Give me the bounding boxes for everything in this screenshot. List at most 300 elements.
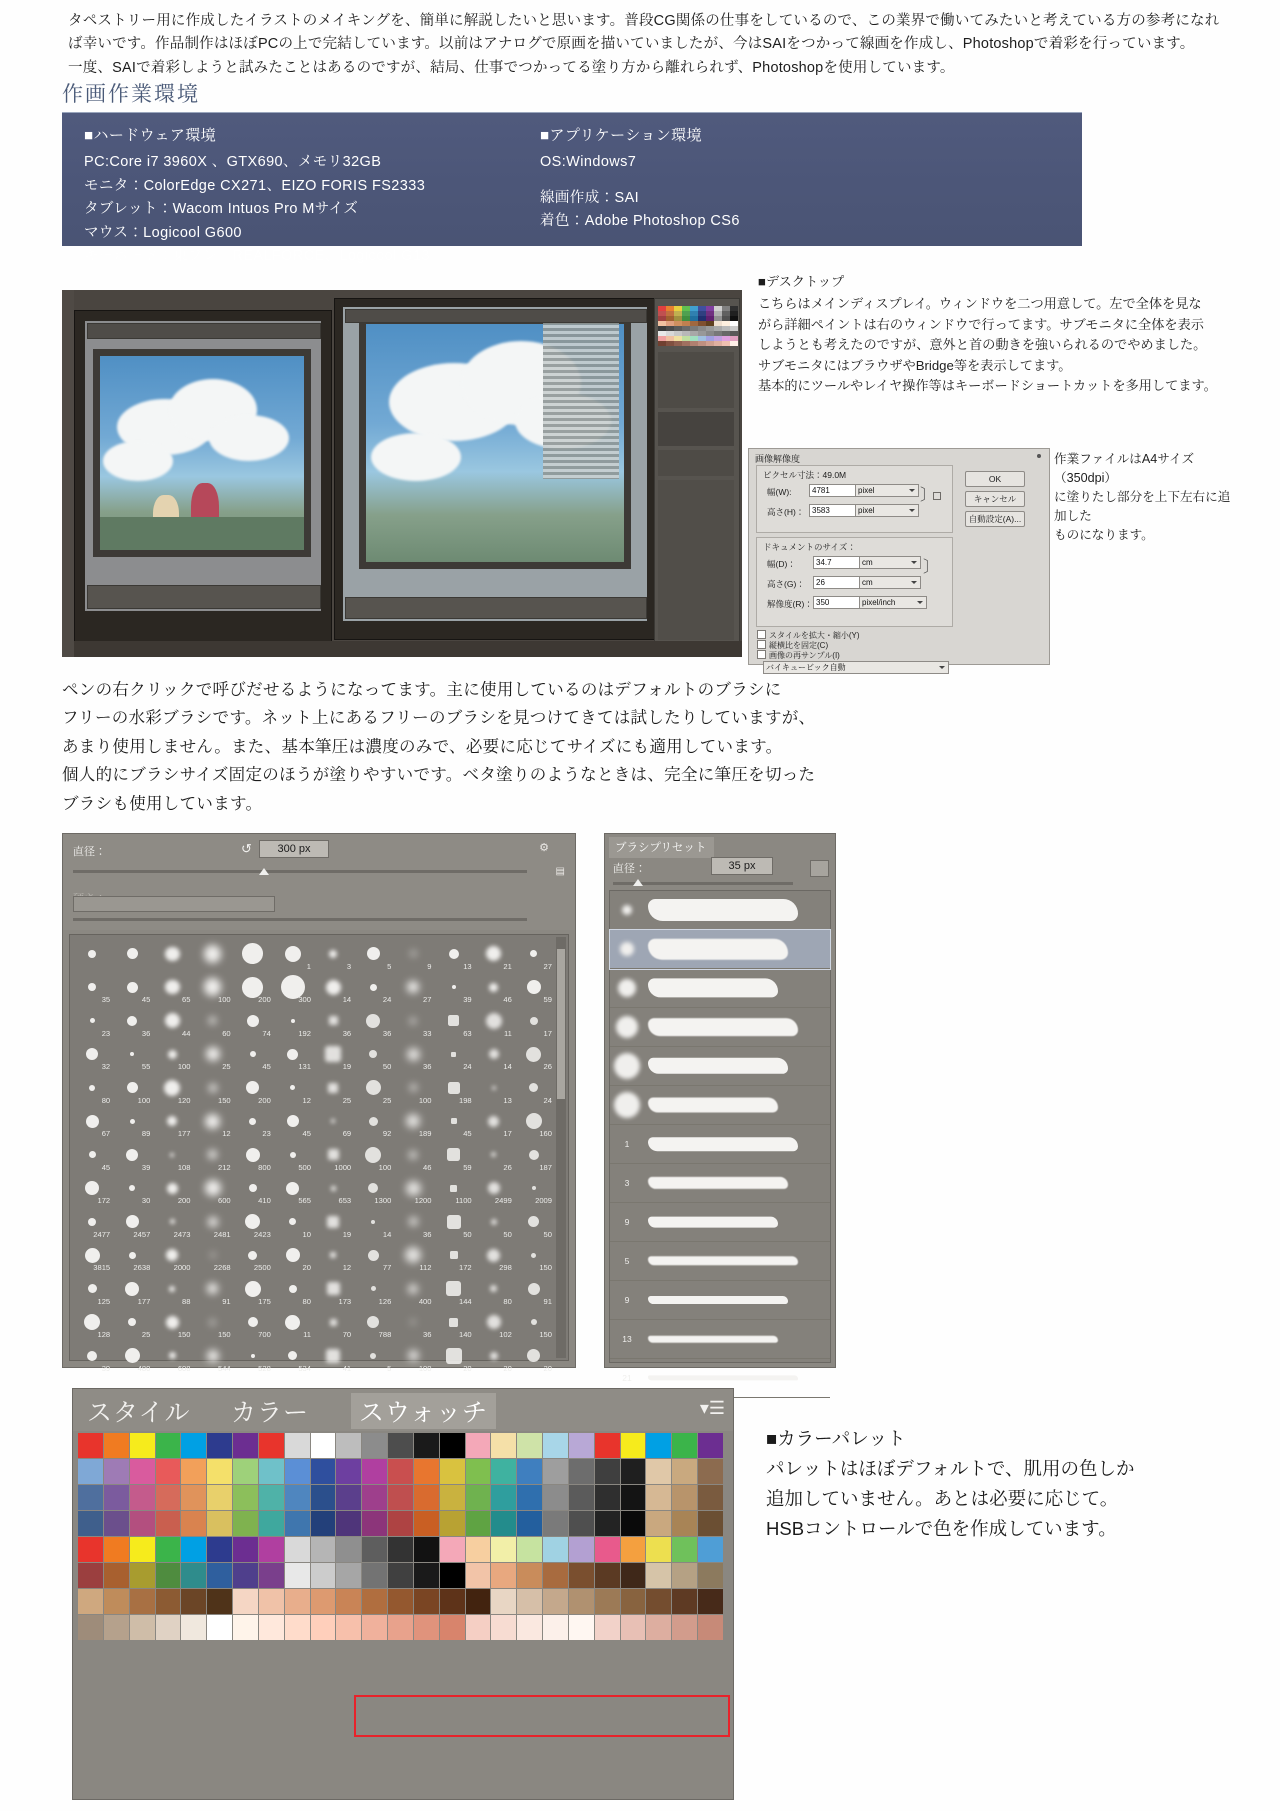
- brush-tip-cell[interactable]: [474, 1138, 514, 1172]
- swatch-cell[interactable]: [233, 1433, 258, 1458]
- swatch-cell[interactable]: [311, 1511, 336, 1536]
- swatch-cell[interactable]: [388, 1459, 413, 1484]
- brush-tip-cell[interactable]: [353, 937, 393, 971]
- brush-tip-cell[interactable]: [152, 1172, 192, 1206]
- swatch-cell[interactable]: [311, 1537, 336, 1562]
- swatch-cell[interactable]: [130, 1485, 155, 1510]
- brush-tip-cell[interactable]: [273, 1272, 313, 1306]
- swatch-cell[interactable]: [491, 1589, 516, 1614]
- swatch-cell[interactable]: [104, 1589, 129, 1614]
- brush-tip-cell[interactable]: [152, 1272, 192, 1306]
- swatch-cell[interactable]: [362, 1589, 387, 1614]
- swatch-cell[interactable]: [414, 1433, 439, 1458]
- brush-tip-cell[interactable]: [393, 1071, 433, 1105]
- width-unit-select[interactable]: pixel: [855, 484, 919, 497]
- swatch-cell[interactable]: [646, 1589, 671, 1614]
- brush-tip-cell[interactable]: [193, 1138, 233, 1172]
- swatch-cell[interactable]: [336, 1589, 361, 1614]
- brush-tip-cell[interactable]: [514, 1272, 554, 1306]
- swatch-cell[interactable]: [621, 1433, 646, 1458]
- swatch-cell[interactable]: [646, 1433, 671, 1458]
- brush-tip-cell[interactable]: [353, 1306, 393, 1340]
- swatch-cell[interactable]: [414, 1615, 439, 1640]
- brush-tip-cell[interactable]: [393, 937, 433, 971]
- swatch-cell[interactable]: [414, 1563, 439, 1588]
- swatch-cell[interactable]: [517, 1433, 542, 1458]
- brush-tip-cell[interactable]: [514, 1172, 554, 1206]
- brush-preset-row[interactable]: [610, 1047, 830, 1086]
- brush-tip-cell[interactable]: [474, 971, 514, 1005]
- swatch-cell[interactable]: [491, 1511, 516, 1536]
- brush-tip-cell[interactable]: [273, 1306, 313, 1340]
- brush-tip-cell[interactable]: [233, 1071, 273, 1105]
- swatch-cell[interactable]: [207, 1589, 232, 1614]
- brush-tip-cell[interactable]: [514, 1205, 554, 1239]
- brush-tip-cell[interactable]: [514, 971, 554, 1005]
- swatch-cell[interactable]: [336, 1615, 361, 1640]
- swatch-cell[interactable]: [414, 1589, 439, 1614]
- swatch-cell[interactable]: [285, 1563, 310, 1588]
- swatch-cell[interactable]: [440, 1485, 465, 1510]
- swatch-cell[interactable]: [181, 1459, 206, 1484]
- brush-tip-cell[interactable]: [152, 937, 192, 971]
- swatch-cell[interactable]: [156, 1615, 181, 1640]
- swatch-cell[interactable]: [466, 1511, 491, 1536]
- swatch-cell[interactable]: [156, 1433, 181, 1458]
- swatch-cell[interactable]: [440, 1459, 465, 1484]
- brush-tip-cell[interactable]: [152, 1004, 192, 1038]
- brush-tip-cell[interactable]: [273, 1239, 313, 1273]
- swatch-cell[interactable]: [156, 1563, 181, 1588]
- brush-tip-cell[interactable]: [112, 971, 152, 1005]
- brush-tip-cell[interactable]: [353, 1239, 393, 1273]
- swatch-cell[interactable]: [130, 1511, 155, 1536]
- swatch-cell[interactable]: [362, 1563, 387, 1588]
- swatch-cell[interactable]: [285, 1537, 310, 1562]
- diameter-slider-knob[interactable]: [259, 868, 269, 875]
- swatch-cell[interactable]: [698, 1563, 723, 1588]
- brush-tip-cell[interactable]: [233, 1306, 273, 1340]
- swatch-cell[interactable]: [362, 1459, 387, 1484]
- swatch-cell[interactable]: [440, 1589, 465, 1614]
- brush-tip-cell[interactable]: [474, 1105, 514, 1139]
- brush-tip-cell[interactable]: [233, 1239, 273, 1273]
- brush-tip-cell[interactable]: [273, 1138, 313, 1172]
- swatch-cell[interactable]: [595, 1433, 620, 1458]
- brush-tip-cell[interactable]: [474, 1239, 514, 1273]
- swatch-cell[interactable]: [569, 1537, 594, 1562]
- brush-preset-row[interactable]: [610, 891, 830, 930]
- brush-tip-cell[interactable]: [313, 971, 353, 1005]
- brush-preset-row[interactable]: [610, 1242, 830, 1281]
- brush-tip-cell[interactable]: [353, 1339, 393, 1373]
- swatch-cell[interactable]: [78, 1511, 103, 1536]
- swatch-cell[interactable]: [543, 1589, 568, 1614]
- brush-tip-cell[interactable]: [313, 1306, 353, 1340]
- brush-tip-cell[interactable]: [434, 1038, 474, 1072]
- brush-tip-cell[interactable]: [393, 1339, 433, 1373]
- swatch-cell[interactable]: [517, 1615, 542, 1640]
- brush-tip-cell[interactable]: [152, 1205, 192, 1239]
- swatch-cell[interactable]: [130, 1615, 155, 1640]
- swatch-cell[interactable]: [569, 1563, 594, 1588]
- swatch-cell[interactable]: [466, 1459, 491, 1484]
- brush-tip-cell[interactable]: [514, 1239, 554, 1273]
- swatch-cell[interactable]: [466, 1433, 491, 1458]
- swatch-cell[interactable]: [336, 1485, 361, 1510]
- brush-tip-cell[interactable]: [313, 1205, 353, 1239]
- brush-tip-cell[interactable]: [152, 1038, 192, 1072]
- swatch-cell[interactable]: [698, 1589, 723, 1614]
- brush-preset-row[interactable]: [610, 969, 830, 1008]
- brush-tip-cell[interactable]: [193, 1306, 233, 1340]
- brush-tip-cell[interactable]: [353, 1105, 393, 1139]
- brush-tip-cell[interactable]: [434, 1205, 474, 1239]
- swatch-cell[interactable]: [156, 1589, 181, 1614]
- swatch-cell[interactable]: [336, 1511, 361, 1536]
- swatch-cell[interactable]: [543, 1459, 568, 1484]
- brush-tip-cell[interactable]: [474, 937, 514, 971]
- swatch-cell[interactable]: [285, 1459, 310, 1484]
- swatch-cell[interactable]: [569, 1485, 594, 1510]
- swatch-cell[interactable]: [646, 1511, 671, 1536]
- swatch-cell[interactable]: [156, 1485, 181, 1510]
- swatches-panel[interactable]: [72, 1388, 734, 1800]
- brush-tip-cell[interactable]: [193, 937, 233, 971]
- brush-tip-cell[interactable]: [474, 1071, 514, 1105]
- brush-preset-list[interactable]: [609, 890, 831, 1383]
- brush-tip-cell[interactable]: [193, 1004, 233, 1038]
- swatch-cell[interactable]: [104, 1459, 129, 1484]
- brush-grid-scrollbar[interactable]: [556, 937, 566, 1358]
- doc-width-input[interactable]: 34.7: [813, 556, 861, 569]
- brush-tip-cell[interactable]: [233, 1138, 273, 1172]
- brush-tip-cell[interactable]: [193, 1205, 233, 1239]
- preset-options-icon[interactable]: [810, 860, 829, 877]
- swatch-cell[interactable]: [569, 1459, 594, 1484]
- height-unit-select[interactable]: pixel: [855, 504, 919, 517]
- brush-tip-cell[interactable]: [434, 937, 474, 971]
- tab-color[interactable]: カラー: [231, 1399, 310, 1427]
- swatch-cell[interactable]: [595, 1563, 620, 1588]
- brush-tip-cell[interactable]: [193, 1339, 233, 1373]
- swatch-cell[interactable]: [569, 1615, 594, 1640]
- checkbox-resample-image[interactable]: [757, 649, 840, 661]
- brush-tip-cell[interactable]: [112, 1306, 152, 1340]
- swatch-cell[interactable]: [285, 1511, 310, 1536]
- swatch-cell[interactable]: [362, 1485, 387, 1510]
- brush-tip-cell[interactable]: [474, 1172, 514, 1206]
- swatch-cell[interactable]: [285, 1433, 310, 1458]
- brush-tip-cell[interactable]: [273, 1038, 313, 1072]
- swatch-cell[interactable]: [104, 1563, 129, 1588]
- brush-tip-cell[interactable]: [193, 1272, 233, 1306]
- brush-tip-cell[interactable]: [233, 1105, 273, 1139]
- swatch-cell[interactable]: [543, 1511, 568, 1536]
- panel-menu-icon[interactable]: ▤: [555, 866, 565, 877]
- brush-tip-cell[interactable]: [112, 1071, 152, 1105]
- swatch-cell[interactable]: [78, 1433, 103, 1458]
- brush-tip-cell[interactable]: [72, 1205, 112, 1239]
- swatch-cell[interactable]: [181, 1433, 206, 1458]
- resample-method-select[interactable]: バイキュービック自動: [763, 661, 949, 674]
- brush-tip-cell[interactable]: [193, 1172, 233, 1206]
- swatch-cell[interactable]: [646, 1459, 671, 1484]
- swatch-cell[interactable]: [181, 1485, 206, 1510]
- swatch-cell[interactable]: [181, 1511, 206, 1536]
- brush-preset-row[interactable]: [610, 1125, 830, 1164]
- hardness-field[interactable]: [73, 896, 275, 912]
- swatch-cell[interactable]: [569, 1433, 594, 1458]
- brush-tip-cell[interactable]: [112, 1138, 152, 1172]
- brush-tip-cell[interactable]: [152, 1105, 192, 1139]
- brush-tip-cell[interactable]: [393, 1105, 433, 1139]
- diameter-slider[interactable]: [73, 870, 527, 873]
- swatch-cell[interactable]: [543, 1563, 568, 1588]
- swatch-cell[interactable]: [621, 1485, 646, 1510]
- brush-tip-cell[interactable]: [112, 1105, 152, 1139]
- brush-tip-cell[interactable]: [353, 1004, 393, 1038]
- hardness-slider[interactable]: [73, 918, 527, 921]
- swatch-cell[interactable]: [595, 1485, 620, 1510]
- brush-tip-cell[interactable]: [393, 1272, 433, 1306]
- swatch-cell[interactable]: [414, 1459, 439, 1484]
- brush-tip-cell[interactable]: [152, 1306, 192, 1340]
- swatch-cell[interactable]: [621, 1511, 646, 1536]
- swatch-cell[interactable]: [233, 1485, 258, 1510]
- brush-tip-cell[interactable]: [72, 1339, 112, 1373]
- swatch-cell[interactable]: [491, 1615, 516, 1640]
- height-input[interactable]: 3583: [809, 504, 857, 517]
- swatch-cell[interactable]: [543, 1485, 568, 1510]
- brush-preset-row[interactable]: [610, 1086, 830, 1125]
- brush-picker-panel[interactable]: [62, 833, 576, 1373]
- brush-tip-cell[interactable]: [233, 937, 273, 971]
- brush-preset-row[interactable]: [610, 930, 830, 969]
- brush-tip-cell[interactable]: [152, 1239, 192, 1273]
- brush-tip-cell[interactable]: [313, 1339, 353, 1373]
- swatch-cell[interactable]: [466, 1563, 491, 1588]
- swatch-cell[interactable]: [388, 1563, 413, 1588]
- brush-tip-cell[interactable]: [112, 1239, 152, 1273]
- brush-preset-panel[interactable]: [604, 833, 836, 1383]
- brush-tip-cell[interactable]: [193, 1239, 233, 1273]
- swatch-cell[interactable]: [311, 1615, 336, 1640]
- swatch-cell[interactable]: [104, 1615, 129, 1640]
- brush-tip-cell[interactable]: [72, 1138, 112, 1172]
- brush-tip-cell[interactable]: [474, 1004, 514, 1038]
- swatch-cell[interactable]: [388, 1433, 413, 1458]
- brush-tip-cell[interactable]: [193, 971, 233, 1005]
- brush-tip-cell[interactable]: [434, 1105, 474, 1139]
- swatch-cell[interactable]: [543, 1433, 568, 1458]
- swatch-cell[interactable]: [698, 1511, 723, 1536]
- swatch-cell[interactable]: [569, 1589, 594, 1614]
- brush-tip-cell[interactable]: [353, 1071, 393, 1105]
- swatch-cell[interactable]: [388, 1615, 413, 1640]
- brush-tip-cell[interactable]: [233, 1038, 273, 1072]
- cancel-button[interactable]: キャンセル: [965, 491, 1025, 507]
- swatch-cell[interactable]: [517, 1511, 542, 1536]
- swatch-cell[interactable]: [362, 1433, 387, 1458]
- swatch-cell[interactable]: [285, 1485, 310, 1510]
- swatch-cell[interactable]: [156, 1459, 181, 1484]
- swatch-cell[interactable]: [311, 1459, 336, 1484]
- brush-tip-cell[interactable]: [514, 1138, 554, 1172]
- swatch-cell[interactable]: [621, 1615, 646, 1640]
- swatch-cell[interactable]: [414, 1537, 439, 1562]
- swatch-cell[interactable]: [207, 1459, 232, 1484]
- swatch-cell[interactable]: [491, 1485, 516, 1510]
- brush-grid-wrapper[interactable]: [69, 934, 569, 1373]
- brush-tip-cell[interactable]: [474, 1339, 514, 1373]
- swatch-cell[interactable]: [698, 1485, 723, 1510]
- swatch-cell[interactable]: [181, 1537, 206, 1562]
- swatch-cell[interactable]: [440, 1563, 465, 1588]
- swatch-cell[interactable]: [595, 1537, 620, 1562]
- brush-tip-cell[interactable]: [434, 1239, 474, 1273]
- brush-tip-cell[interactable]: [393, 1172, 433, 1206]
- swatch-cell[interactable]: [414, 1485, 439, 1510]
- brush-tip-cell[interactable]: [72, 1004, 112, 1038]
- brush-tip-cell[interactable]: [474, 1306, 514, 1340]
- swatch-cell[interactable]: [517, 1589, 542, 1614]
- width-input[interactable]: 4781: [809, 484, 857, 497]
- swatch-cell[interactable]: [466, 1589, 491, 1614]
- gear-icon[interactable]: ⚙: [539, 842, 549, 854]
- swatch-cell[interactable]: [517, 1459, 542, 1484]
- swatch-cell[interactable]: [285, 1615, 310, 1640]
- brush-tip-cell[interactable]: [233, 1004, 273, 1038]
- swatch-cell[interactable]: [259, 1511, 284, 1536]
- brush-preset-row[interactable]: [610, 1203, 830, 1242]
- swatch-cell[interactable]: [672, 1459, 697, 1484]
- brush-tip-cell[interactable]: [434, 1004, 474, 1038]
- brush-tip-cell[interactable]: [233, 971, 273, 1005]
- doc-height-unit-select[interactable]: cm: [859, 576, 921, 589]
- swatch-cell[interactable]: [336, 1433, 361, 1458]
- brush-tip-cell[interactable]: [72, 971, 112, 1005]
- swatch-cell[interactable]: [388, 1589, 413, 1614]
- doc-width-unit-select[interactable]: cm: [859, 556, 921, 569]
- swatch-cell[interactable]: [646, 1485, 671, 1510]
- swatch-cell[interactable]: [672, 1563, 697, 1588]
- swatch-cell[interactable]: [156, 1511, 181, 1536]
- brush-grid-scroll-thumb[interactable]: [557, 949, 565, 1099]
- brush-tip-cell[interactable]: [434, 971, 474, 1005]
- swatch-cell[interactable]: [233, 1615, 258, 1640]
- brush-tip-cell[interactable]: [233, 1339, 273, 1373]
- brush-tip-cell[interactable]: [313, 1272, 353, 1306]
- swatch-cell[interactable]: [440, 1433, 465, 1458]
- brush-tip-cell[interactable]: [353, 1038, 393, 1072]
- brush-tip-cell[interactable]: [193, 1071, 233, 1105]
- brush-tip-cell[interactable]: [353, 1205, 393, 1239]
- swatch-cell[interactable]: [362, 1537, 387, 1562]
- swatch-cell[interactable]: [646, 1563, 671, 1588]
- tab-styles[interactable]: スタイル: [87, 1399, 191, 1427]
- brush-tip-cell[interactable]: [434, 1306, 474, 1340]
- brush-tip-cell[interactable]: [393, 1038, 433, 1072]
- swatch-cell[interactable]: [207, 1485, 232, 1510]
- swatch-cell[interactable]: [311, 1485, 336, 1510]
- swatch-cell[interactable]: [233, 1563, 258, 1588]
- swatch-cell[interactable]: [259, 1563, 284, 1588]
- swatch-cell[interactable]: [569, 1511, 594, 1536]
- swatch-cell[interactable]: [207, 1615, 232, 1640]
- swatch-cell[interactable]: [491, 1459, 516, 1484]
- swatch-cell[interactable]: [130, 1537, 155, 1562]
- swatch-cell[interactable]: [621, 1537, 646, 1562]
- brush-tip-cell[interactable]: [313, 1004, 353, 1038]
- brush-tip-cell[interactable]: [434, 1272, 474, 1306]
- swatch-cell[interactable]: [207, 1563, 232, 1588]
- swatch-cell[interactable]: [388, 1537, 413, 1562]
- swatch-cell[interactable]: [104, 1433, 129, 1458]
- swatch-cell[interactable]: [543, 1537, 568, 1562]
- swatch-cell[interactable]: [207, 1433, 232, 1458]
- swatch-cell[interactable]: [311, 1433, 336, 1458]
- brush-tip-cell[interactable]: [152, 1071, 192, 1105]
- brush-tip-cell[interactable]: [353, 1272, 393, 1306]
- brush-tip-cell[interactable]: [353, 971, 393, 1005]
- brush-tip-cell[interactable]: [193, 1038, 233, 1072]
- auto-button[interactable]: 自動設定(A)...: [965, 511, 1025, 527]
- swatch-cell[interactable]: [595, 1511, 620, 1536]
- brush-tip-cell[interactable]: [313, 1105, 353, 1139]
- swatch-cell[interactable]: [78, 1537, 103, 1562]
- swatch-cell[interactable]: [336, 1459, 361, 1484]
- brush-tip-cell[interactable]: [313, 1038, 353, 1072]
- swatch-cell[interactable]: [259, 1485, 284, 1510]
- brush-tip-cell[interactable]: [514, 1038, 554, 1072]
- brush-tip-cell[interactable]: [233, 1272, 273, 1306]
- brush-tip-cell[interactable]: [273, 1105, 313, 1139]
- brush-tip-cell[interactable]: [474, 1038, 514, 1072]
- swatch-cell[interactable]: [78, 1589, 103, 1614]
- swatch-cell[interactable]: [491, 1563, 516, 1588]
- swatch-cell[interactable]: [698, 1615, 723, 1640]
- brush-tip-cell[interactable]: [393, 1205, 433, 1239]
- brush-tip-cell[interactable]: [514, 1339, 554, 1373]
- brush-preset-row[interactable]: [610, 1281, 830, 1320]
- brush-tip-cell[interactable]: [233, 1205, 273, 1239]
- swatch-cell[interactable]: [311, 1563, 336, 1588]
- swatch-cell[interactable]: [698, 1537, 723, 1562]
- brush-tip-cell[interactable]: [233, 1172, 273, 1206]
- swatch-cell[interactable]: [233, 1511, 258, 1536]
- swatch-cell[interactable]: [336, 1537, 361, 1562]
- reset-icon[interactable]: ↺: [241, 841, 252, 856]
- brush-tip-cell[interactable]: [152, 971, 192, 1005]
- swatch-cell[interactable]: [311, 1589, 336, 1614]
- brush-tip-cell[interactable]: [434, 1172, 474, 1206]
- swatch-cell[interactable]: [517, 1485, 542, 1510]
- swatch-cell[interactable]: [130, 1433, 155, 1458]
- brush-tip-cell[interactable]: [72, 1038, 112, 1072]
- swatch-cell[interactable]: [698, 1459, 723, 1484]
- swatch-cell[interactable]: [672, 1485, 697, 1510]
- swatch-cell[interactable]: [181, 1589, 206, 1614]
- swatch-cell[interactable]: [466, 1537, 491, 1562]
- brush-preset-row[interactable]: [610, 1164, 830, 1203]
- brush-tip-cell[interactable]: [273, 1205, 313, 1239]
- swatch-cell[interactable]: [388, 1485, 413, 1510]
- swatch-cell[interactable]: [130, 1589, 155, 1614]
- swatch-cell[interactable]: [621, 1563, 646, 1588]
- brush-tip-cell[interactable]: [273, 1172, 313, 1206]
- swatch-cell[interactable]: [207, 1511, 232, 1536]
